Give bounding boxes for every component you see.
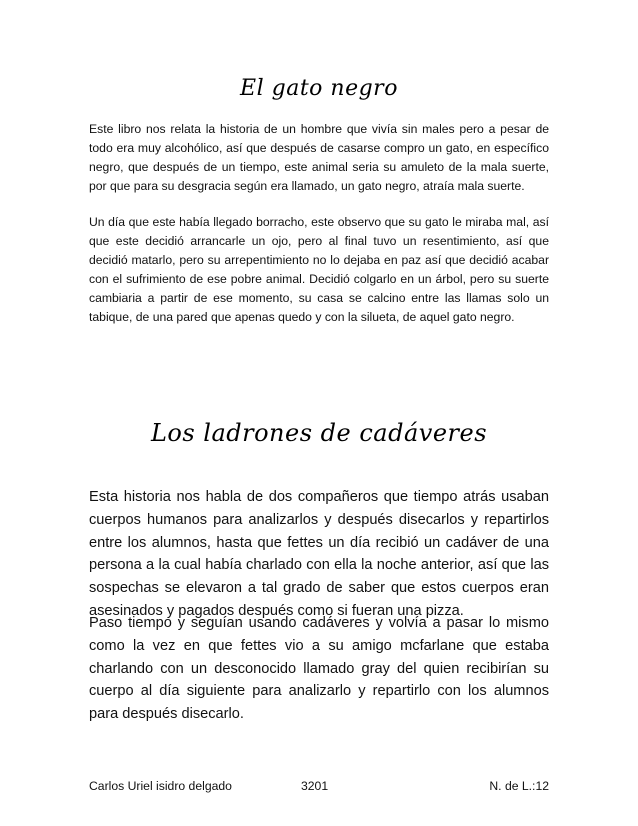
paragraph: Un día que este había llegado borracho, este observo que su gato le miraba mal, así que este decidió arrancarle un ojo, pero al final tuvo un resentimiento, así que decidió matarlo, pero su arrepentimiento no lo dejaba en paz así que decidió acabar con el sufrimiento de ese pobre animal. Decidió colgarlo en un árbol, pero su suerte cambiaria a partir de ese momento, su casa se calcino entre las llamas solo un tabique, de una pared que apenas quedo y con la silueta, de aquel gato negro. [89, 215, 549, 324]
paragraph: Paso tiempo y seguían usando cadáveres y volvía a pasar lo mismo como la vez en que fettes vio a su amigo mcfarlane que estaba charlando con un desconocido llamado gray del quien recibirían su cuerpo al día siguiente para analizarlo y repartirlo con los alumnos para después disecarlo. [89, 615, 549, 723]
page-footer [89, 779, 549, 795]
footer-list-number: N. de L.:12 [489, 779, 549, 793]
footer-author: Carlos Uriel isidro delgado [89, 779, 232, 793]
paragraph: Este libro nos relata la historia de un hombre que vivía sin males pero a pesar de todo era muy alcohólico, así que después de casarse compro un gato, en específico negro, que después de un tiempo, este animal seria su amuleto de la mala suerte, por que para su desgracia según era llamado, un gato negro, atraía mala suerte. [89, 122, 549, 193]
section-title-ladrones-cadaveres: Los ladrones de cadáveres [150, 419, 488, 447]
section-title-gato-negro: El gato negro [240, 76, 398, 101]
footer-group: 3201 [301, 779, 329, 793]
paragraph: Esta historia nos habla de dos compañeros que tiempo atrás usaban cuerpos humanos para analizarlos y después disecarlos y repartirlos entre los alumnos, hasta que fettes un día recibió un cadáver de una persona a la cual había charlado con ella la noche anterior, así que las sospechas se elevaron a tal grado de saber que estos cuerpos eran asesinados y pagados después como si fueran una pizza. [89, 489, 549, 619]
